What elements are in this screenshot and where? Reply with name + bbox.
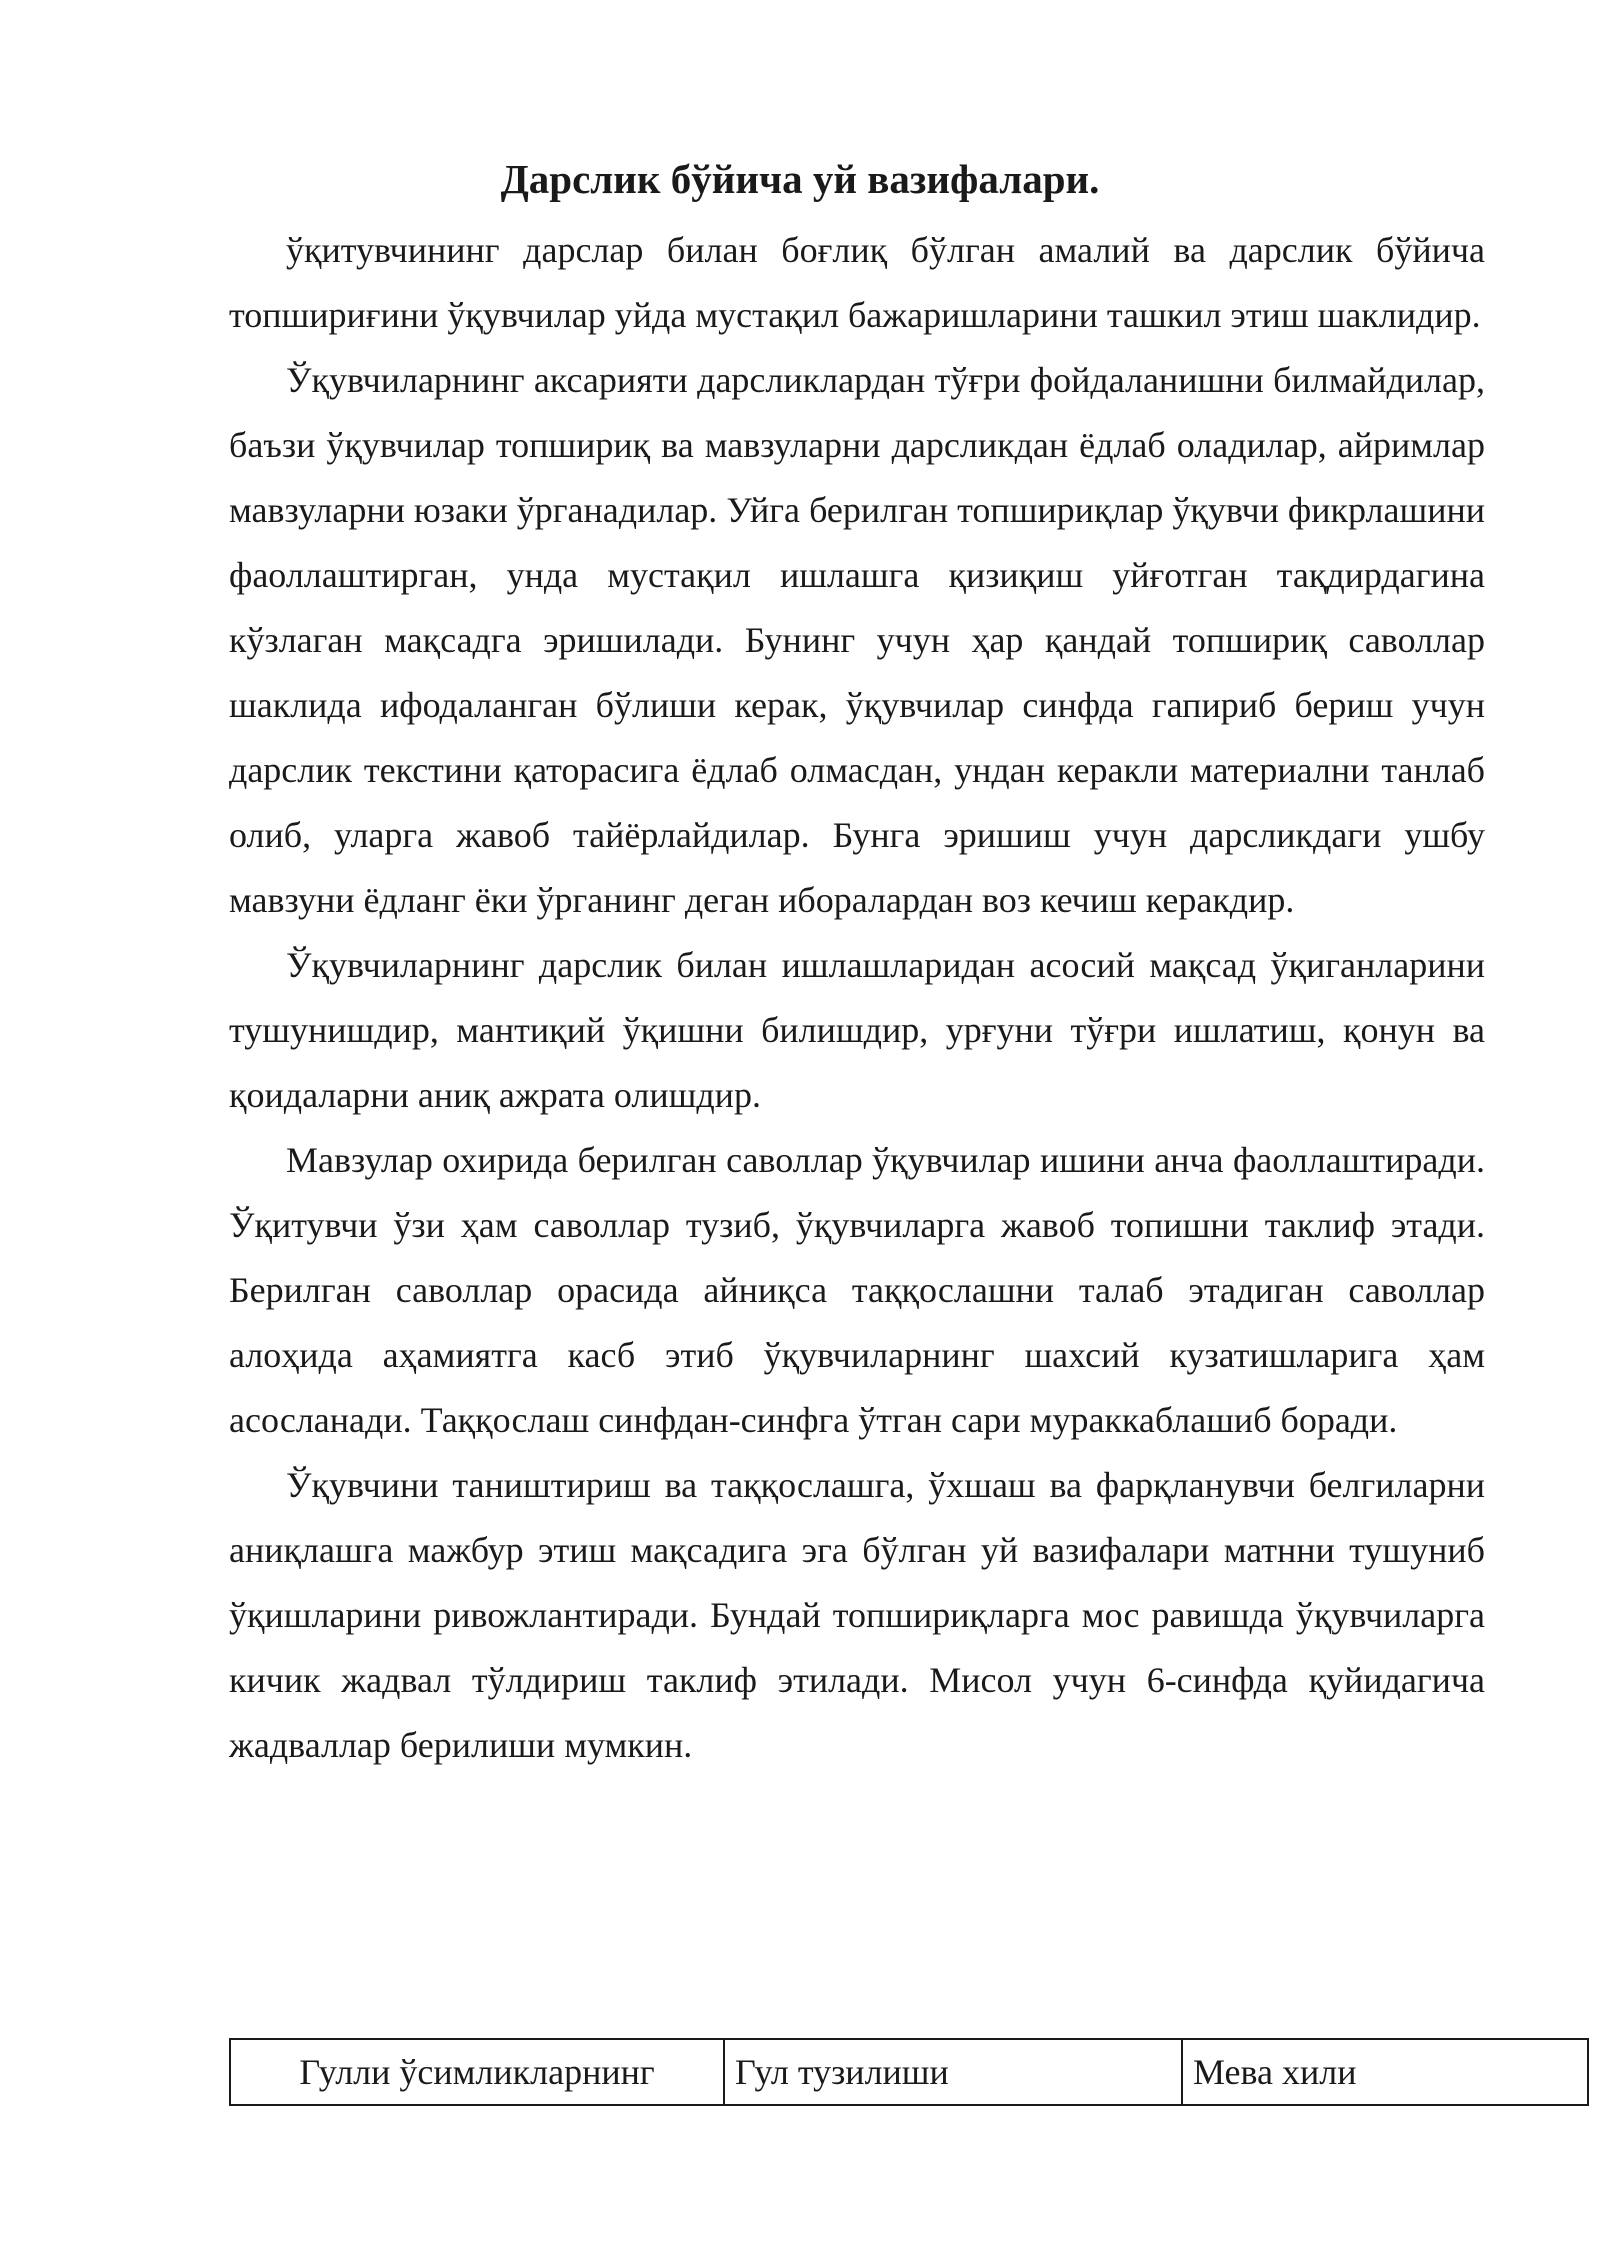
paragraph-5: Ўқувчини таништириш ва таққослашга, ўхшаш ва фарқланувчи белгиларни аниқлашга мажбур этиш мақсадига эга бўлган уй вазифалари матнни тушуниб ўқишларини ривожлантиради. Бундай топшириқларга мос равишда ўқувчиларга кичик жадвал тўлдириш таклиф этилади. Мисол учун 6-синфда қуйидагича жадваллар берилиши мумкин. (229, 1465, 1485, 1765)
table-header-cell: Гулли ўсимликларнинг (230, 2039, 724, 2105)
document-title: Дарслик бўйича уй вазифалари. (500, 156, 1100, 202)
paragraph-4: Мавзулар охирида берилган саволлар ўқувчилар ишини анча фаоллаштиради. Ўқитувчи ўзи ҳам саволлар тузиб, ўқувчиларга жавоб топишни таклиф этади. Берилган саволлар орасида айниқса таққослашни талаб этадиган саволлар алоҳида аҳамиятга касб этиб ўқувчиларнинг шахсий кузатишларига ҳам асосланади. Таққослаш синфдан-синфга ўтган сари мураккаблашиб боради. (229, 1140, 1485, 1440)
table-header-cell: Гул тузилиши (724, 2039, 1182, 2105)
paragraph-1: ўқитувчининг дарслар билан боғлиқ бўлган амалий ва дарслик бўйича топшириғини ўқувчилар уйда мустақил бажаришларини ташкил этиш шаклидир. (229, 230, 1485, 335)
paragraph-2: Ўқувчиларнинг аксарияти дарсликлардан тўғри фойдаланишни билмайдилар, баъзи ўқувчилар топшириқ ва мавзуларни дарсликдан ёдлаб оладилар, айримлар мавзуларни юзаки ўрганадилар. Уйга берилган топшириқлар ўқувчи фикрлашини фаоллаштирган, унда мустақил ишлашга қизиқиш уйғотган тақдирдагина кўзлаган мақсадга эришилади. Бунинг учун ҳар қандай топшириқ саволлар шаклида ифодаланган бўлиши керак, ўқувчилар синфда гапириб бериш учун дарслик текстини қаторасига ёдлаб олмасдан, ундан керакли материални танлаб олиб, уларга жавоб тайёрлайдилар. Бунга эришиш учун дарсликдаги ушбу мавзуни ёдланг ёки ўрганинг деган иборалардан воз кечиш керакдир. (229, 360, 1485, 920)
table-header-cell: Мева хили (1182, 2039, 1588, 2105)
plant-comparison-table (229, 2038, 1589, 2106)
paragraph-3: Ўқувчиларнинг дарслик билан ишлашларидан асосий мақсад ўқиганларини тушунишдир, мантиқий ўқишни билишдир, урғуни тўғри ишлатиш, қонун ва қоидаларни аниқ ажрата олишдир. (229, 945, 1485, 1115)
document-body (229, 218, 1485, 1778)
table-header-row (230, 2039, 1588, 2105)
